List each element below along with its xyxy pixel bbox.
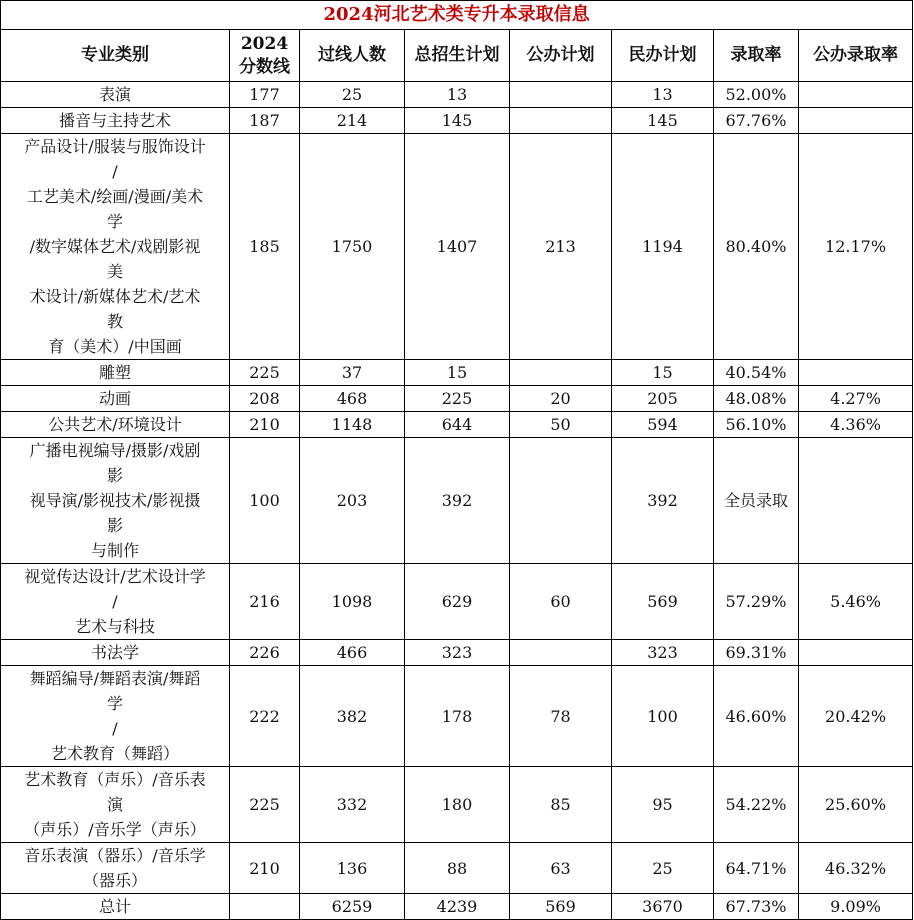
header-score-line-label: 分数线 [239, 56, 290, 77]
total-plan-cell: 323 [405, 640, 510, 666]
passed-cell: 136 [300, 843, 405, 894]
header-rate: 录取率 [714, 30, 799, 82]
public-plan-cell [510, 438, 612, 564]
passed-cell: 466 [300, 640, 405, 666]
category-cell [1, 666, 230, 767]
passed-cell: 37 [300, 360, 405, 386]
rate-cell: 64.71% [714, 843, 799, 894]
score-cell: 187 [230, 108, 300, 134]
category-line: 动画 [98, 389, 131, 408]
public-rate-cell [799, 438, 913, 564]
category-line: 播音与主持艺术 [58, 111, 171, 130]
score-cell: 222 [230, 666, 300, 767]
rate-cell: 80.40% [714, 134, 799, 360]
category-line: / [112, 592, 118, 611]
rate-cell: 48.08% [714, 386, 799, 412]
private-plan-cell: 25 [612, 843, 714, 894]
total-plan-cell: 88 [405, 843, 510, 894]
category-cell [1, 894, 230, 920]
category-line: 艺术与科技 [74, 617, 155, 636]
rate-cell: 69.31% [714, 640, 799, 666]
header-category: 专业类别 [1, 30, 230, 82]
score-cell [230, 894, 300, 920]
category-line: 音乐表演（器乐）/音乐学 [24, 846, 206, 865]
table-row [1, 894, 913, 920]
private-plan-cell: 569 [612, 564, 714, 640]
category-line: （器乐） [82, 871, 147, 890]
rate-cell: 全员录取 [714, 438, 799, 564]
total-plan-cell: 178 [405, 666, 510, 767]
private-plan-cell: 3670 [612, 894, 714, 920]
header-passed: 过线人数 [300, 30, 405, 82]
private-plan-cell: 205 [612, 386, 714, 412]
category-line: 艺术教育（舞蹈） [50, 744, 179, 763]
score-cell: 216 [230, 564, 300, 640]
category-cell [1, 134, 230, 360]
category-cell [1, 564, 230, 640]
public-plan-cell: 78 [510, 666, 612, 767]
category-line: 产品设计/服装与服饰设计 [24, 137, 206, 156]
category-cell [1, 438, 230, 564]
public-plan-cell: 569 [510, 894, 612, 920]
score-cell: 225 [230, 360, 300, 386]
public-rate-cell: 12.17% [799, 134, 913, 360]
public-plan-cell: 50 [510, 412, 612, 438]
category-line: 书法学 [90, 643, 139, 662]
public-plan-cell [510, 108, 612, 134]
header-total-plan: 总招生计划 [405, 30, 510, 82]
header-private-plan: 民办计划 [612, 30, 714, 82]
category-line: 公共艺术/环境设计 [48, 415, 182, 434]
category-cell [1, 412, 230, 438]
table-row [1, 134, 913, 360]
private-plan-cell: 13 [612, 82, 714, 108]
score-cell: 226 [230, 640, 300, 666]
private-plan-cell: 145 [612, 108, 714, 134]
table-row [1, 360, 913, 386]
passed-cell: 468 [300, 386, 405, 412]
public-plan-cell: 213 [510, 134, 612, 360]
category-line: 总计 [98, 897, 131, 916]
category-line: 视觉传达设计/艺术设计学 [24, 567, 206, 586]
public-rate-cell: 4.36% [799, 412, 913, 438]
total-plan-cell: 15 [405, 360, 510, 386]
public-rate-cell: 46.32% [799, 843, 913, 894]
public-plan-cell: 60 [510, 564, 612, 640]
private-plan-cell: 100 [612, 666, 714, 767]
rate-cell: 56.10% [714, 412, 799, 438]
category-line: 艺术教育（声乐）/音乐表 [24, 770, 206, 789]
public-rate-cell: 4.27% [799, 386, 913, 412]
category-line: / [112, 719, 118, 738]
rate-cell: 52.00% [714, 82, 799, 108]
rate-cell: 67.76% [714, 108, 799, 134]
table-row [1, 666, 913, 767]
rate-cell: 67.73% [714, 894, 799, 920]
passed-cell: 332 [300, 767, 405, 843]
public-rate-cell: 9.09% [799, 894, 913, 920]
category-line: （声乐）/音乐学（声乐） [24, 820, 206, 839]
passed-cell: 6259 [300, 894, 405, 920]
score-cell: 185 [230, 134, 300, 360]
total-plan-cell: 145 [405, 108, 510, 134]
passed-cell: 214 [300, 108, 405, 134]
passed-cell: 1098 [300, 564, 405, 640]
category-cell [1, 82, 230, 108]
score-cell: 210 [230, 412, 300, 438]
category-line: 舞蹈编导/舞蹈表演/舞蹈 [29, 669, 201, 688]
private-plan-cell: 392 [612, 438, 714, 564]
category-line: 学 [106, 694, 123, 713]
public-plan-cell: 63 [510, 843, 612, 894]
passed-cell: 1750 [300, 134, 405, 360]
public-rate-cell: 20.42% [799, 666, 913, 767]
rate-cell: 46.60% [714, 666, 799, 767]
category-line: 视导演/影视技术/影视摄 [29, 491, 201, 510]
total-plan-cell: 392 [405, 438, 510, 564]
category-line: / [112, 162, 118, 181]
score-cell: 100 [230, 438, 300, 564]
category-cell [1, 108, 230, 134]
total-plan-cell: 1407 [405, 134, 510, 360]
public-rate-cell: 25.60% [799, 767, 913, 843]
rate-cell: 54.22% [714, 767, 799, 843]
rate-cell: 40.54% [714, 360, 799, 386]
total-plan-cell: 13 [405, 82, 510, 108]
score-cell: 208 [230, 386, 300, 412]
category-cell [1, 640, 230, 666]
table-title: 2024河北艺术类专升本录取信息 [1, 1, 913, 30]
table-row [1, 564, 913, 640]
category-line: 广播电视编导/摄影/戏剧 [29, 441, 201, 460]
passed-cell: 1148 [300, 412, 405, 438]
passed-cell: 203 [300, 438, 405, 564]
category-cell [1, 360, 230, 386]
table-row [1, 108, 913, 134]
public-plan-cell: 85 [510, 767, 612, 843]
category-line: 术设计/新媒体艺术/艺术 [29, 287, 201, 306]
category-line: 影 [106, 516, 123, 535]
category-line: /数字媒体艺术/戏剧影视 [29, 237, 201, 256]
total-plan-cell: 180 [405, 767, 510, 843]
public-rate-cell [799, 640, 913, 666]
table-row [1, 386, 913, 412]
category-line: 与制作 [90, 541, 139, 560]
public-rate-cell [799, 82, 913, 108]
header-public-plan: 公办计划 [510, 30, 612, 82]
category-cell [1, 386, 230, 412]
table-row [1, 843, 913, 894]
category-line: 表演 [98, 85, 131, 104]
header-score-line [230, 30, 300, 82]
private-plan-cell: 594 [612, 412, 714, 438]
total-plan-cell: 644 [405, 412, 510, 438]
private-plan-cell: 323 [612, 640, 714, 666]
header-public-rate: 公办录取率 [799, 30, 913, 82]
category-line: 育（美术）/中国画 [48, 337, 182, 356]
public-rate-cell [799, 108, 913, 134]
category-line: 教 [106, 312, 123, 331]
public-plan-cell [510, 82, 612, 108]
category-line: 雕塑 [98, 363, 131, 382]
table-row [1, 640, 913, 666]
passed-cell: 25 [300, 82, 405, 108]
table-body [1, 82, 913, 920]
public-plan-cell [510, 360, 612, 386]
table-row [1, 412, 913, 438]
category-cell [1, 767, 230, 843]
score-cell: 225 [230, 767, 300, 843]
private-plan-cell: 15 [612, 360, 714, 386]
public-plan-cell: 20 [510, 386, 612, 412]
category-line: 演 [106, 795, 123, 814]
category-line: 美 [106, 262, 123, 281]
public-plan-cell [510, 640, 612, 666]
public-rate-cell: 5.46% [799, 564, 913, 640]
passed-cell: 382 [300, 666, 405, 767]
table-row [1, 767, 913, 843]
category-line: 工艺美术/绘画/漫画/美术 [26, 187, 204, 206]
private-plan-cell: 1194 [612, 134, 714, 360]
total-plan-cell: 629 [405, 564, 510, 640]
category-line: 学 [106, 212, 123, 231]
table-row [1, 82, 913, 108]
score-cell: 210 [230, 843, 300, 894]
private-plan-cell: 95 [612, 767, 714, 843]
score-cell: 177 [230, 82, 300, 108]
category-line: 影 [106, 466, 123, 485]
total-plan-cell: 4239 [405, 894, 510, 920]
public-rate-cell [799, 360, 913, 386]
header-score-line-year: 2024 [240, 33, 289, 54]
total-plan-cell: 225 [405, 386, 510, 412]
category-cell [1, 843, 230, 894]
rate-cell: 57.29% [714, 564, 799, 640]
table-row [1, 438, 913, 564]
